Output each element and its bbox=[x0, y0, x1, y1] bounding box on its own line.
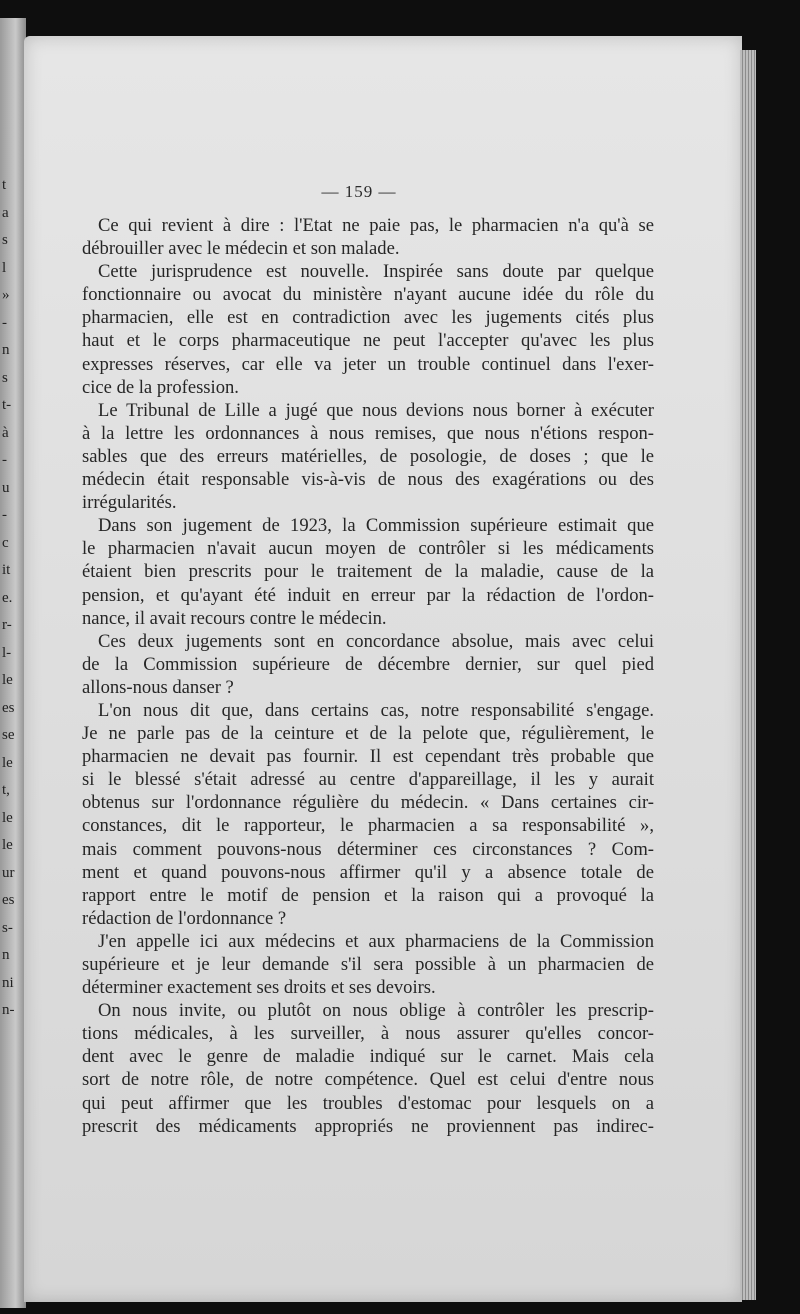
book-page bbox=[24, 36, 742, 1302]
facing-page-fragment: n bbox=[2, 947, 10, 963]
text-line: obtenus sur l'ordonnance régulière du médecin. « Dans certaines cir- bbox=[82, 792, 654, 814]
text-line: prescrit des médicaments appropriés ne proviennent pas indirec- bbox=[82, 1115, 654, 1137]
text-line: cice de la profession. bbox=[82, 376, 239, 398]
text-line: Cette jurisprudence est nouvelle. Inspirée sans doute par quelque bbox=[98, 261, 654, 283]
facing-page-fragment: s bbox=[2, 369, 8, 386]
facing-page-fragment: - bbox=[2, 507, 7, 523]
facing-page-fragment: it bbox=[2, 562, 11, 578]
facing-page-fragment: le bbox=[2, 672, 13, 688]
facing-page-fragment: le bbox=[2, 754, 13, 771]
text-line: déterminer exactement ses droits et ses devoirs. bbox=[82, 977, 436, 999]
facing-page-fragment: es bbox=[2, 892, 15, 908]
page-stack-edge bbox=[740, 50, 756, 1300]
facing-page-fragment: l bbox=[2, 259, 7, 276]
text-line: pension, et qu'ayant été induit en erreur par la rédaction de l'ordon- bbox=[82, 584, 654, 606]
text-line: J'en appelle ici aux médecins et aux pharmaciens de la Commission bbox=[98, 930, 654, 952]
facing-page-fragment: t, bbox=[2, 782, 10, 798]
text-line: médecin était responsable vis-à-vis de nous des exagérations ou des bbox=[82, 469, 654, 491]
text-line: fonctionnaire ou avocat du ministère n'ayant aucune idée du rôle du bbox=[82, 284, 654, 306]
facing-page-fragment: n bbox=[2, 342, 10, 358]
facing-page-fragment: ur bbox=[2, 864, 15, 881]
facing-page-fragment: c bbox=[2, 534, 9, 551]
text-line: rapport entre le motif de pension et la raison qui a provoqué la bbox=[82, 884, 654, 906]
text-line: qui peut affirmer que les troubles d'estomac pour lesquels on a bbox=[82, 1092, 654, 1114]
facing-page-fragment: u bbox=[2, 479, 10, 496]
facing-page-fragment: » bbox=[2, 287, 10, 303]
text-line: le pharmacien n'avait aucun moyen de contrôler si les médicaments bbox=[82, 538, 654, 560]
text-line: tions médicales, à les surveiller, à nous assurer qu'elles concor- bbox=[82, 1023, 654, 1045]
facing-page-fragment: - bbox=[2, 452, 7, 468]
facing-page-fragment: s bbox=[2, 232, 8, 248]
facing-page-fragment: r- bbox=[2, 617, 12, 633]
text-line: expresses réserves, car elle va jeter un trouble continuel dans l'exer- bbox=[82, 353, 654, 375]
text-line: On nous invite, ou plutôt on nous oblige à contrôler les prescrip- bbox=[98, 1000, 654, 1022]
text-line: rédaction de l'ordonnance ? bbox=[82, 907, 287, 929]
facing-page-fragment: es bbox=[2, 699, 15, 716]
text-line: Dans son jugement de 1923, la Commission supérieure estimait que bbox=[98, 515, 654, 537]
text-line: mais comment pouvons-nous déterminer ces circonstances ? Com- bbox=[82, 838, 654, 860]
facing-page-fragment: à bbox=[2, 424, 9, 441]
text-line: constances, dit le rapporteur, le pharmacien a sa responsabilité », bbox=[82, 815, 654, 837]
text-line: sables que des erreurs matérielles, de posologie, de doses ; que le bbox=[82, 445, 654, 467]
text-line: allons-nous danser ? bbox=[82, 676, 234, 698]
text-line: débrouiller avec le médecin et son malade. bbox=[82, 238, 400, 260]
text-line: étaient bien prescrits pour le traitement de la maladie, cause de la bbox=[82, 561, 654, 583]
facing-page-fragment: - bbox=[2, 314, 7, 331]
text-line: Le Tribunal de Lille a jugé que nous devions nous borner à exécuter bbox=[98, 399, 654, 421]
text-line: de la Commission supérieure de décembre dernier, sur quel pied bbox=[82, 653, 654, 675]
text-line: nance, il avait recours contre le médecin. bbox=[82, 607, 387, 629]
text-line: ment et quand pouvons-nous affirmer qu'il y a absence totale de bbox=[82, 861, 654, 883]
body-text bbox=[82, 214, 654, 1138]
facing-page-fragment: le bbox=[2, 809, 13, 826]
facing-page-edge bbox=[0, 18, 26, 1308]
facing-page-fragment: ni bbox=[2, 974, 14, 991]
text-line: supérieure et je leur demande s'il sera possible à un pharmacien de bbox=[82, 954, 654, 975]
facing-page-fragment: se bbox=[2, 727, 15, 743]
text-line: à la lettre les ordonnances à nous remises, que nous n'étions respon- bbox=[82, 422, 654, 444]
facing-page-fragment: le bbox=[2, 837, 13, 853]
facing-page-fragment: n- bbox=[2, 1002, 15, 1018]
text-line: irrégularités. bbox=[82, 492, 177, 514]
facing-page-fragment: l- bbox=[2, 644, 12, 661]
text-line: Je ne parle pas de la ceinture et de la pelote que, régulièrement, le bbox=[82, 723, 654, 745]
page-number: — 159 — bbox=[321, 182, 397, 201]
facing-page-fragment: t- bbox=[2, 397, 12, 413]
text-line: pharmacien ne devait pas fournir. Il est cependant très probable que bbox=[82, 746, 654, 768]
text-line: dent avec le genre de maladie indiqué sur le carnet. Mais cela bbox=[82, 1046, 654, 1068]
text-line: Ces deux jugements sont en concordance absolue, mais avec celui bbox=[98, 630, 654, 652]
text-line: haut et le corps pharmaceutique ne peut l'accepter qu'avec les plus bbox=[82, 330, 654, 352]
text-line: sort de notre rôle, de notre compétence. Quel est celui d'entre nous bbox=[82, 1069, 654, 1091]
facing-page-fragment: a bbox=[2, 204, 9, 221]
facing-page-fragment: t bbox=[2, 177, 7, 193]
text-line: Ce qui revient à dire : l'Etat ne paie pas, le pharmacien n'a qu'à se bbox=[98, 215, 654, 236]
facing-page-fragment: s- bbox=[2, 919, 13, 936]
facing-page-fragment: e. bbox=[2, 589, 13, 606]
text-line: L'on nous dit que, dans certains cas, notre responsabilité s'engage. bbox=[98, 699, 654, 721]
text-line: si le blessé s'était adressé au centre d'appareillage, il les y aurait bbox=[82, 769, 654, 791]
text-line: pharmacien, elle est en contradiction avec les jugements cités plus bbox=[82, 307, 654, 329]
